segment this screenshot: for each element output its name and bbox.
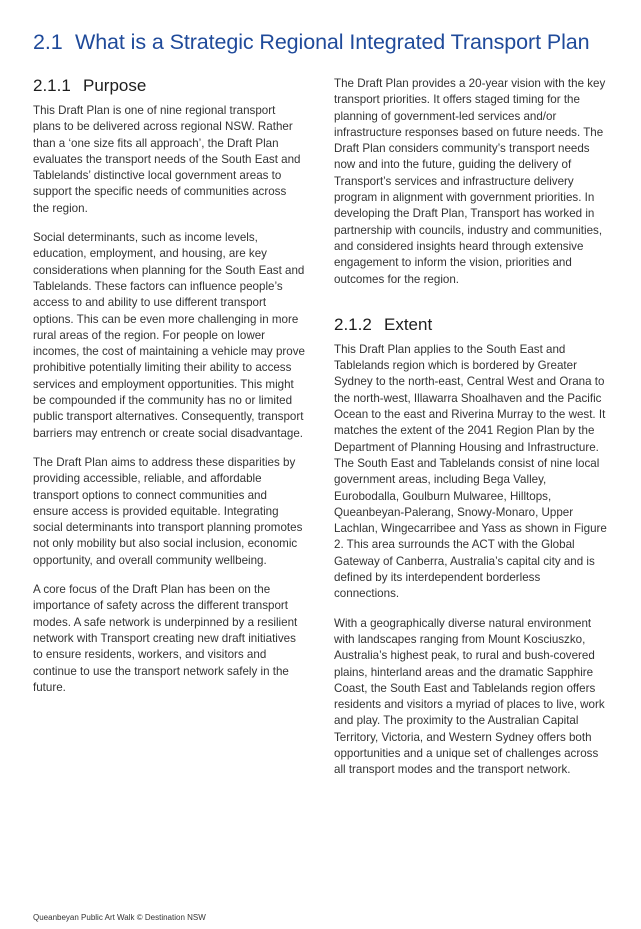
purpose-paragraph: This Draft Plan is one of nine regional transport plans to be delivered across regional NSW. Rather than a ‘one size fits all approach’, the Draft Plan evaluates the transport needs of the South East and Tablelands’ distinctive local government areas to support the specific needs of communities across the region. [33, 104, 301, 215]
section-title-purpose: Purpose [83, 76, 147, 95]
page-title [33, 30, 623, 55]
purpose-continued-paragraph: The Draft Plan provides a 20-year vision with the key transport priorities. It offers staged timing for the planning of government-led services and/or infrastructure responses based on future needs. The Draft Plan considers community’s transport needs now and into the future, guiding the delivery of Transport’s services and infrastructure delivery program in alignment with government priorities. In developing the Draft Plan, Transport has worked in partnership with councils, industry and communities, and considered insights heard through extensive engagement to inform the vision, priorities and outcomes for the region. [334, 77, 606, 286]
purpose-paragraph: The Draft Plan aims to address these disparities by providing accessible, reliable, and affordable transport options to connect communities and ensure access is provided equitable. Integrating social determinants into transport planning promotes not only mobility but also social inclusion, economic opportunity, and overall community wellbeing. [33, 455, 303, 567]
section-number-extent: 2.1.2 [334, 314, 372, 334]
extent-paragraph: With a geographically diverse natural environment with landscapes ranging from Mount Kosciuszko, Australia’s highest peak, to rural and bush-covered plains, hinterland areas and the dramatic Sapphire Coast, the South East and Tablelands region offers residents and visitors a myriad of places to live, work and play. The proximity to the Australian Capital Territory, Victoria, and Western Sydney offers both opportunities and a unique set of challenges across all transport modes and the transport network. [334, 616, 605, 777]
section-heading-purpose [33, 76, 305, 96]
section-number-purpose: 2.1.1 [33, 76, 71, 95]
purpose-paragraph: A core focus of the Draft Plan has been on the importance of safety across the different transport modes. A safe network is underpinned by a resilient network with Transport creating new draft initiatives to ensure residents, workers, and visitors and continue to use the transport network safely in the future. [33, 583, 298, 694]
section-title-extent: Extent [384, 314, 433, 334]
page-title-number: 2.1 [33, 30, 63, 54]
purpose-paragraph: Social determinants, such as income levels, education, employment, and housing, are key considerations when planning for the South East and Tablelands. These factors can influence people’s access to and ability to use different transport options. This can be even more challenging in more rural areas of the region. For people on lower incomes, the cost of maintaining a vehicle may prove prohibitive potentially limiting their ability to access services and employment opportunities. This might be compounded if the community has no or limited public transport alternatives. Consequently, transport barriers may entrench or create social disadvantage. [33, 231, 305, 440]
right-column [334, 76, 608, 792]
extent-paragraph: This Draft Plan applies to the South East and Tablelands region which is bordered by Greater Sydney to the north-east, Central West and Orana to the north-west, Illawarra Shoalhaven and the Pacific Ocean to the east and Riverina Murray to the west. It matches the extent of the 2041 Region Plan by the Department of Planning Housing and Infrastructure. The South East and Tablelands consist of nine local government areas, including Bega Valley, Eurobodalla, Goulburn Mulwaree, Hilltops, Queanbeyan-Palerang, Snowy-Monaro, Upper Lachlan, Wingecarribee and Yass as shown in Figure 2. This area surrounds the ACT with the Global Gateway of Canberra, Australia’s capital city and is defined by its interdependent borderless connections. [334, 342, 607, 601]
page-title-text: What is a Strategic Regional Integrated Transport Plan [75, 30, 590, 54]
left-column [33, 76, 305, 709]
photo-caption: Queanbeyan Public Art Walk © Destination NSW [33, 913, 206, 922]
section-heading-extent [334, 315, 608, 335]
